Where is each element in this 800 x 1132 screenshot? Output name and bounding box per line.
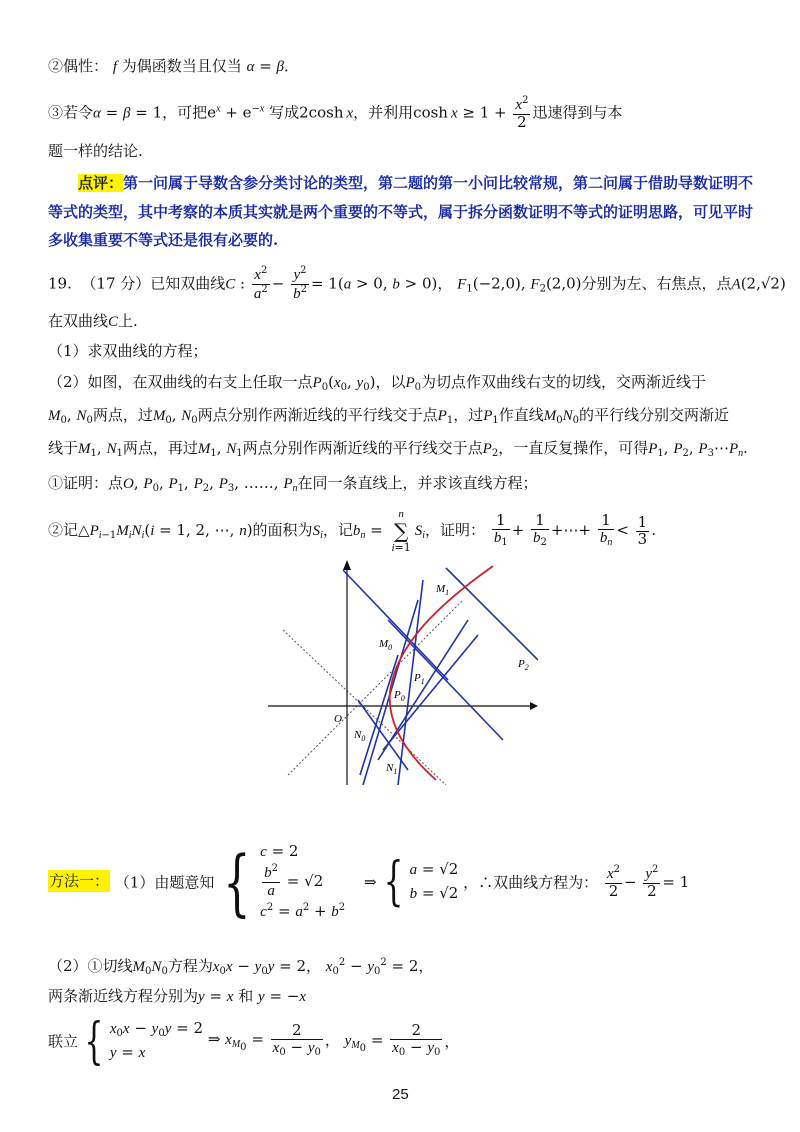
item-3-p4: ，并利用 [353, 103, 414, 122]
x-axis-arrow [530, 702, 538, 710]
proof-2-line: ②记$\triangle P_{i-1}M_iN_i(i = 1$, 2, ⋯, n)的面积为$S_i$，记$b_n$ = n ∑ i=1 $S_i$，证明： $\frac{1}{b_1}$ + $\frac{1}{b_2}$ +⋯+ $\frac{1}{b_n}$ < $\frac{1}{3}$ . [48, 508, 656, 554]
problem-19-line2: 在双曲线C上. [48, 312, 138, 330]
item-2-line: ②偶性： f 为偶函数当且仅当 α = β． [48, 57, 300, 75]
solution-part2-a: （2）①切线 [48, 957, 133, 975]
comment-text-1: 第一问属于导数含参分类讨论的类型，第二题的第一小问比较常规，第二问属于借助导数证明不 [123, 174, 754, 192]
right-brace: { [383, 852, 404, 912]
combine-system: $x_0x - y_0y = 2$ y = x [109, 1018, 204, 1062]
fraction-1-b2: $\frac{1}{b_2}$ [533, 511, 547, 549]
fraction-x2-a2: $\frac{x^2}{a^2}$ [253, 265, 268, 302]
label-p1: $P_1$ [414, 672, 425, 686]
proof1-a: ①证明：点 [48, 474, 124, 492]
problem-foci-text: 分别为左、右焦点，点 [581, 274, 732, 293]
item-3-p1: 若令 [63, 103, 94, 122]
solution-part-1: 方法一： （1）由题意知 { c = 2 $\frac{b^2}{a}$ = √2 $c^2 = a^2 + b^2$ ⇒ { a = √2 b = √2 ，∴双曲线方程为： $\frac{x^2}{2}$ − $\frac{y^2}{2}$ = 1 [49, 840, 690, 924]
line-m1-p2 [446, 568, 538, 660]
dotted-line-up [288, 600, 463, 775]
label-n1: $N_1$ [386, 762, 398, 776]
proof2-b: 的面积为 [252, 521, 313, 540]
left-brace: { [223, 840, 251, 924]
problem-part-1: （1）求双曲线的方程； [48, 342, 208, 360]
proof2-c: ，记 [322, 521, 353, 540]
problem-19-line1: 19. （17 分）已知双曲线C : $\frac{x^2}{a^2}$ − $\frac{y^2}{b^2}$ = 1(a > 0, b > 0)， $F_1(-2,0)$, $F_2(2,0)$分别为左、右焦点，点A(2,√2) [48, 265, 786, 302]
part2-a: （2）如图，在双曲线的右支上任取一点 [48, 373, 313, 391]
line2-d: 作直线 [498, 406, 544, 424]
circled-2: ② [48, 57, 64, 75]
problem-part-2-line1: （2）如图，在双曲线的右支上任取一点$P_0(x_0$, $y_0$)，以$P_0$为切点作双曲线右支的切线，交两渐近线于 [48, 373, 707, 393]
item-3-p5: 迅速得到与本 [532, 103, 623, 122]
item-3-p2: ，可把 [162, 103, 208, 122]
fraction-1-bn: $\frac{1}{b_n}$ [599, 511, 613, 549]
fraction-y2-b2: $\frac{y^2}{b^2}$ [293, 265, 307, 302]
item-2-label: 偶性： [63, 57, 109, 75]
comment-line-2: 等式的类型，其中考察的本质其实就是两个重要的不等式，属于拆分函数证明不等式的证明思路，可见平时 [48, 203, 754, 221]
line2-b: 两点分别作两渐近线的平行线交于点 [197, 406, 438, 424]
y-axis-arrow [343, 560, 351, 570]
asymptote-line: 两条渐近线方程分别为y = x 和 y = −x [48, 987, 307, 1005]
comment-label: 点评： [78, 174, 124, 192]
fraction-y2-2: $\frac{y^2}{2}$ [645, 863, 659, 900]
line3-a: 线于 [48, 439, 79, 457]
combine-line: 联立 { $x_0x - y_0y = 2$ y = x ⇒ $x_{M_0}$ = $\frac{2}{x_0 - y_0}$ ， $y_{M_0}$ = $\frac{2}{x_0 - y_0}$ ， [48, 1012, 460, 1070]
problem-score: （17 分）已知双曲线 [81, 274, 226, 293]
label-p0: $P_0$ [394, 689, 405, 703]
part2-c: 为切点作双曲线右支的切线，交两渐近线于 [421, 373, 707, 391]
comment-line-3: 多收集重要不等式还是很有必要的. [48, 231, 279, 249]
proof2-d: ，证明： [425, 521, 486, 540]
label-m0: $M_0$ [379, 638, 393, 652]
asym-a: 两条渐近线方程分别为 [48, 987, 199, 1005]
line2-e: 的平行线分别交两渐近 [579, 406, 730, 424]
solution-part-2-line1: （2）①切线$M_0N_0$方程为$x_0x - y_0y = 2$， $x_0^2 - y_0^2 = 2$， [48, 957, 434, 977]
therefore-text: ∴双曲线方程为： [478, 873, 599, 892]
combine-brace: { [84, 1012, 104, 1070]
line3-b: 两点，再过 [122, 439, 198, 457]
comment-line-1 [78, 172, 753, 193]
fraction-x2-2: $\frac{x^2}{2}$ [606, 863, 620, 900]
fraction-ym0: $\frac{2}{x_0 - y_0}$ [392, 1021, 441, 1059]
proof-1-line: ①证明：点O, $P_0$, $P_1$, $P_2$, $P_3$, ……, $P_n$在同一条直线上，并求该直线方程； [48, 474, 538, 494]
line3-d: ，一直反复操作，可得 [498, 439, 649, 457]
proof2-a: ②记 [48, 521, 79, 540]
line2-a: 两点，过 [92, 406, 153, 424]
line2-c: ，过 [453, 406, 484, 424]
hyperbola-figure [268, 560, 538, 785]
on-curve-pre: 在双曲线 [48, 312, 109, 330]
fraction-1-b1: $\frac{1}{b_1}$ [493, 511, 508, 549]
solution-part2-b: 方程为 [167, 957, 213, 975]
label-m1: $M_1$ [436, 583, 450, 597]
solution-part1-a: （1）由题意知 [114, 873, 215, 892]
page-number: 25 [392, 1086, 409, 1103]
proof1-b: 在同一条直线上，并求该直线方程； [297, 474, 538, 492]
system-part1: c = 2 $\frac{b^2}{a}$ = √2 $c^2 = a^2 + b^2$ [260, 842, 346, 920]
fraction-x2-over-2: $\frac{x^2}{2}$ [515, 95, 529, 131]
problem-number: 19. [48, 274, 72, 293]
line3-c: 两点分别作两渐近线的平行线交于点 [242, 439, 483, 457]
item-2-tail: 为偶函数当且仅当 [121, 57, 242, 75]
item-3-line: ③若令α = β = 1，可把$e^x + e^{-x}$ 写成2cosh x，并利用cosh x ≥ 1 + $\frac{x^2}{2}$ 迅速得到与本 [48, 95, 623, 131]
item-3-line2: 题一样的结论. [48, 142, 143, 160]
label-o: O [334, 713, 342, 725]
label-p2: $P_2$ [518, 658, 529, 672]
circled-3: ③ [48, 103, 64, 122]
label-n0: $N_0$ [354, 729, 366, 743]
system-result: a = √2 b = √2 [409, 859, 459, 902]
item-3-p3: 写成 [269, 103, 300, 122]
method-label: 方法一： [49, 872, 110, 890]
problem-part-2-line3: 线于$M_1$, $N_1$两点，再过$M_1$, $N_1$两点分别作两渐近线的平行线交于点$P_2$，一直反复操作，可得$P_1$, $P_2$, $P_3\cdots P_n$. [48, 439, 748, 459]
on-curve-post: 上. [118, 312, 138, 330]
construction-lines [343, 568, 538, 785]
fraction-xm0: $\frac{2}{x_0 - y_0}$ [272, 1021, 321, 1059]
sum-symbol: n ∑ i=1 [391, 508, 411, 554]
item-2-period: ． [284, 57, 300, 75]
part2-b: ，以 [375, 373, 406, 391]
asym-b: 和 [238, 987, 254, 1005]
combine-label: 联立 [48, 1032, 79, 1051]
fraction-1-3: $\frac{1}{3}$ [637, 512, 648, 548]
problem-part-2-line2: $M_0$, $N_0$两点，过$M_0$, $N_0$两点分别作两渐近线的平行线交于点$P_1$，过$P_1$作直线$M_0N_0$的平行线分别交两渐近 [48, 406, 730, 426]
